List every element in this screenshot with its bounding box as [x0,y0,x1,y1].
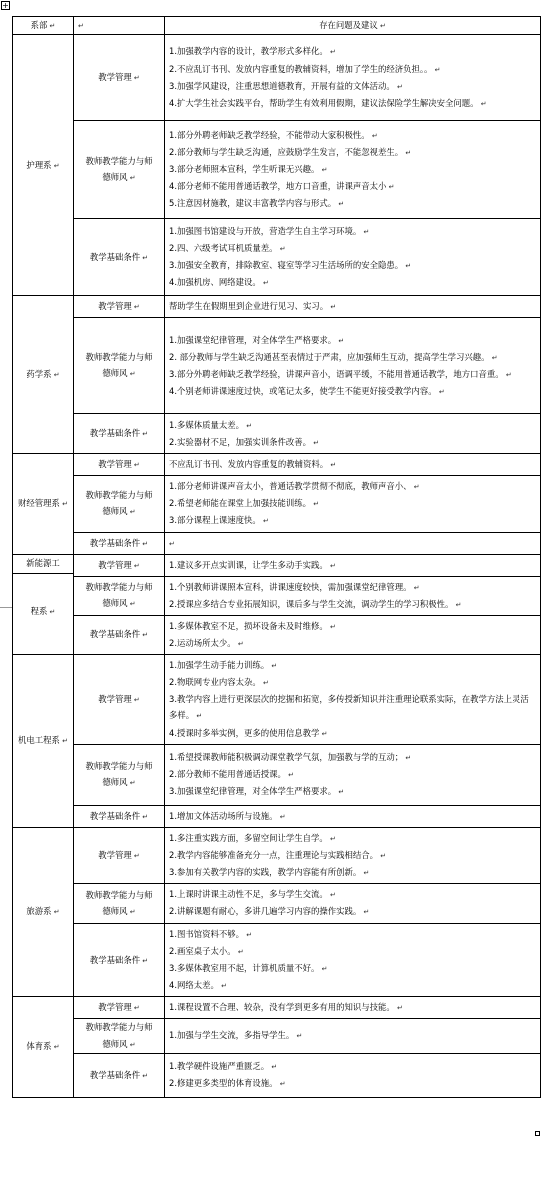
category-label: 教学管理 ↵ [98,560,140,570]
category-cell [74,923,165,996]
issues-cell [165,318,541,414]
issues-cell [165,923,541,996]
category-cell [74,476,165,532]
table-row [13,1053,541,1097]
issue-item: 1.加强教学内容的设计，教学形式多样化。 ↵ [169,43,536,60]
issues-table-body [13,17,541,1098]
category-cell [74,296,165,318]
table-row [13,1019,541,1053]
table-row [13,318,541,414]
issue-item: 4.个别老师讲课速度过快，或笔记太多，使学生不能更好接受教学内容。 ↵ [169,383,536,400]
table-row [13,454,541,476]
issue-item: 3.多媒体教室用不起，计算机质量不好。 ↵ [169,960,536,977]
issue-item: 2.实验器材不足，加强实训条件改善。 ↵ [169,434,536,451]
table-row [13,296,541,318]
issues-cell [165,296,541,318]
department-name: 护理系 ↵ [26,160,59,170]
department-name: 旅游系 ↵ [26,906,59,916]
table-row [13,827,541,883]
issue-item: 4.授课时多举实例，更多的使用信息教学 ↵ [169,725,536,742]
table-row [13,615,541,654]
table-resize-handle-icon[interactable] [535,1131,540,1136]
issue-item: 2.希望老师能在课堂上加强技能训练。 ↵ [169,495,536,512]
category-cell [74,827,165,883]
issue-item: 4.扩大学生社会实践平台，帮助学生有效利用假期，建议法保险学生解决安全问题。 ↵ [169,95,536,112]
table-row [13,121,541,219]
issues-cell [165,997,541,1019]
issues-cell [165,615,541,654]
table-row [13,655,541,744]
issue-item: 2. 部分教师与学生缺乏沟通甚至表情过于严肃，应加强师生互动，提高学生学习兴趣。 ↵ [169,349,536,366]
issues-cell [165,219,541,296]
category-label: 教师教学能力与师德师风 ↵ [86,582,153,608]
issue-item: 1.教学硬件设施严重匮乏。 ↵ [169,1058,536,1075]
issue-item: 3.加强学风建设，注重思想道德教育，开展有益的文体活动。 ↵ [169,78,536,95]
issue-item: 4.网络太差。 ↵ [169,977,536,994]
issue-item: 1.多媒体教室不足，损坏设备未及时维修。 ↵ [169,618,536,635]
issue-item: 1.多注重实践方面，多留空间让学生自学。 ↵ [169,830,536,847]
category-cell [74,1053,165,1097]
issue-item: 2.教学内容能够准备充分一点，注重理论与实践相结合。 ↵ [169,847,536,864]
category-label: 教学管理 ↵ [98,1002,140,1012]
department-name-cell [13,827,74,997]
category-cell [74,655,165,744]
issue-item: 1.上课时讲课主动性不足，多与学生交流。 ↵ [169,886,536,903]
category-label: 教学管理 ↵ [98,72,140,82]
category-cell [74,532,165,554]
empty-cell-marker [169,538,175,548]
category-label: 教学基础条件 ↵ [90,955,148,965]
issue-item: 2.不应乱订书刊、发放内容重复的教辅资料，增加了学生的经济负担。。 ↵ [169,61,536,78]
table-row [13,576,541,615]
table-row [13,805,541,827]
issue-item: 3.部分外聘老师缺乏教学经验，讲课声音小，语调平缓，不能用普通话教学，地方口音重。 ↵ [169,366,536,383]
issue-item: 1.个别教师讲课照本宣科，讲课速度较快，需加强课堂纪律管理。 ↵ [169,579,536,596]
issue-item: 4.加强机房、网络建设。 ↵ [169,274,536,291]
issue-item: 1.加强课堂纪律管理，对全体学生严格要求。 ↵ [169,332,536,349]
category-label: 教学基础条件 ↵ [90,428,148,438]
header-dept: 系部 ↵ [13,17,74,35]
table-row [13,532,541,554]
category-label: 教师教学能力与师德师风 ↵ [86,352,153,378]
category-label: 教学管理 ↵ [98,301,140,311]
department-name: 财经管理系 ↵ [18,498,68,508]
category-label: 教学基础条件 ↵ [90,538,148,548]
category-label: 教师教学能力与师德师风 ↵ [86,156,153,182]
category-label: 教学基础条件 ↵ [90,252,148,262]
table-move-handle-icon[interactable]: + [2,1,9,10]
category-label: 教师教学能力与师德师风 ↵ [86,761,153,787]
issue-item: 2.讲解课题有耐心，多讲几遍学习内容的操作实践。 ↵ [169,903,536,920]
category-cell [74,554,165,576]
issue-item: 1.课程设置不合理、较杂，没有学到更多有用的知识与技能。 ↵ [169,999,536,1016]
page-break-marker [0,607,12,608]
issue-item: 3.部分老师照本宣科，学生听课无兴趣。 ↵ [169,161,536,178]
category-label: 教学管理 ↵ [98,850,140,860]
issues-cell [165,532,541,554]
issues-cell [165,805,541,827]
header-issues: 存在问题及建议 ↵ [165,17,541,35]
table-header-row [13,17,541,35]
issue-item: 2.运动场所太少。 ↵ [169,635,536,652]
issues-cell [165,1019,541,1053]
department-name: 药学系 ↵ [26,369,59,379]
issue-item: 2.画室桌子太小。 ↵ [169,943,536,960]
category-cell [74,219,165,296]
issue-item: 3.参加有关教学内容的实践，教学内容能有所创新。 ↵ [169,864,536,881]
category-cell [74,744,165,805]
category-label: 教师教学能力与师德师风 ↵ [86,890,153,916]
issue-item: 3.加强课堂纪律管理，对全体学生严格要求。 ↵ [169,783,536,800]
issue-item: 帮助学生在假期里到企业进行见习、实习。 ↵ [169,298,536,315]
issue-item: 1.希望授课教师能积极调动课堂教学气氛，加强教与学的互动； ↵ [169,749,536,766]
category-label: 教学基础条件 ↵ [90,1070,148,1080]
category-cell [74,805,165,827]
category-cell [74,615,165,654]
department-name-bottom: 程系 ↵ [31,603,56,620]
issue-item: 5.注意因材施教，建议丰富教学内容与形式。 ↵ [169,195,536,212]
issue-item: 2.部分教师不能用普通话授课。 ↵ [169,766,536,783]
table-row [13,219,541,296]
issues-cell [165,744,541,805]
issue-item: 3.加强安全教育，排除教室、寝室等学习生活场所的安全隐患。 ↵ [169,257,536,274]
issue-item: 1.部分外聘老师缺乏教学经验，不能带动大家积极性。 ↵ [169,127,536,144]
table-row [13,883,541,923]
department-name: 体育系 ↵ [26,1041,59,1051]
table-row [13,744,541,805]
issue-item: 1.多媒体质量太差。 ↵ [169,417,536,434]
issues-cell [165,35,541,121]
category-cell [74,1019,165,1053]
issues-cell [165,655,541,744]
table-row [13,997,541,1019]
header-blank [74,17,165,35]
issues-table [12,16,541,1098]
category-label: 教学管理 ↵ [98,694,140,704]
department-name-cell [13,554,74,654]
issues-cell [165,827,541,883]
department-name-cell [13,454,74,554]
issue-item: 3.部分课程上课速度快。 ↵ [169,512,536,529]
category-label: 教师教学能力与师德师风 ↵ [86,1022,153,1048]
issue-item: 4.部分老师不能用普通话教学，地方口音重，讲课声音太小 ↵ [169,178,536,195]
issue-item: 2.修建更多类型的体育设施。 ↵ [169,1075,536,1092]
category-label: 教学基础条件 ↵ [90,629,148,639]
issues-cell [165,883,541,923]
category-label: 教学基础条件 ↵ [90,811,148,821]
category-cell [74,454,165,476]
category-cell [74,997,165,1019]
issues-cell [165,121,541,219]
issue-item: 1.加强学生动手能力训练。 ↵ [169,657,536,674]
issue-item: 2.四、六级考试耳机质量差。 ↵ [169,240,536,257]
table-row [13,414,541,454]
issue-item: 不应乱订书刊、发放内容重复的教辅资料。 ↵ [169,456,536,473]
issue-item: 3.教学内容上进行更深层次的挖掘和拓宽，多传授新知识并注重理论联系实际，在教学方法上灵活多样。 ↵ [169,691,536,724]
department-name: 机电工程系 ↵ [18,735,68,745]
department-name-cell [13,997,74,1097]
issue-item: 1.图书馆资料不够。 ↵ [169,926,536,943]
category-label: 教学管理 ↵ [98,459,140,469]
issues-cell [165,476,541,532]
category-cell [74,35,165,121]
category-cell [74,121,165,219]
issue-item: 1.加强图书馆建设与开放，营造学生自主学习环境。 ↵ [169,223,536,240]
issue-item: 1.增加文体活动场所与设施。 ↵ [169,808,536,825]
department-name-top: 新能源工 [13,555,73,574]
issue-item: 1.加强与学生交流，多指导学生。 ↵ [169,1027,536,1044]
issue-item: 2.授课应多结合专业拓展知识，课后多与学生交流，调动学生的学习积极性。 ↵ [169,596,536,613]
department-name-cell [13,655,74,828]
issues-cell [165,554,541,576]
issues-cell [165,454,541,476]
issues-cell [165,576,541,615]
issue-item: 2.物联网专业内容太杂。 ↵ [169,674,536,691]
issue-item: 1.建议多开点实训课，让学生多动手实践。 ↵ [169,557,536,574]
issue-item: 1.部分老师讲课声音太小，普通话教学贯彻不彻底，教师声音小、 ↵ [169,478,536,495]
category-cell [74,414,165,454]
issues-cell [165,414,541,454]
category-cell [74,318,165,414]
table-row [13,476,541,532]
department-name-cell [13,296,74,454]
issues-cell [165,1053,541,1097]
table-row [13,554,541,576]
table-row [13,35,541,121]
department-name-cell [13,35,74,296]
table-row [13,923,541,996]
category-label: 教师教学能力与师德师风 ↵ [86,490,153,516]
category-cell [74,576,165,615]
category-cell [74,883,165,923]
issue-item: 2.部分教师与学生缺乏沟通，应鼓励学生发言，不能忽视差生。 ↵ [169,144,536,161]
